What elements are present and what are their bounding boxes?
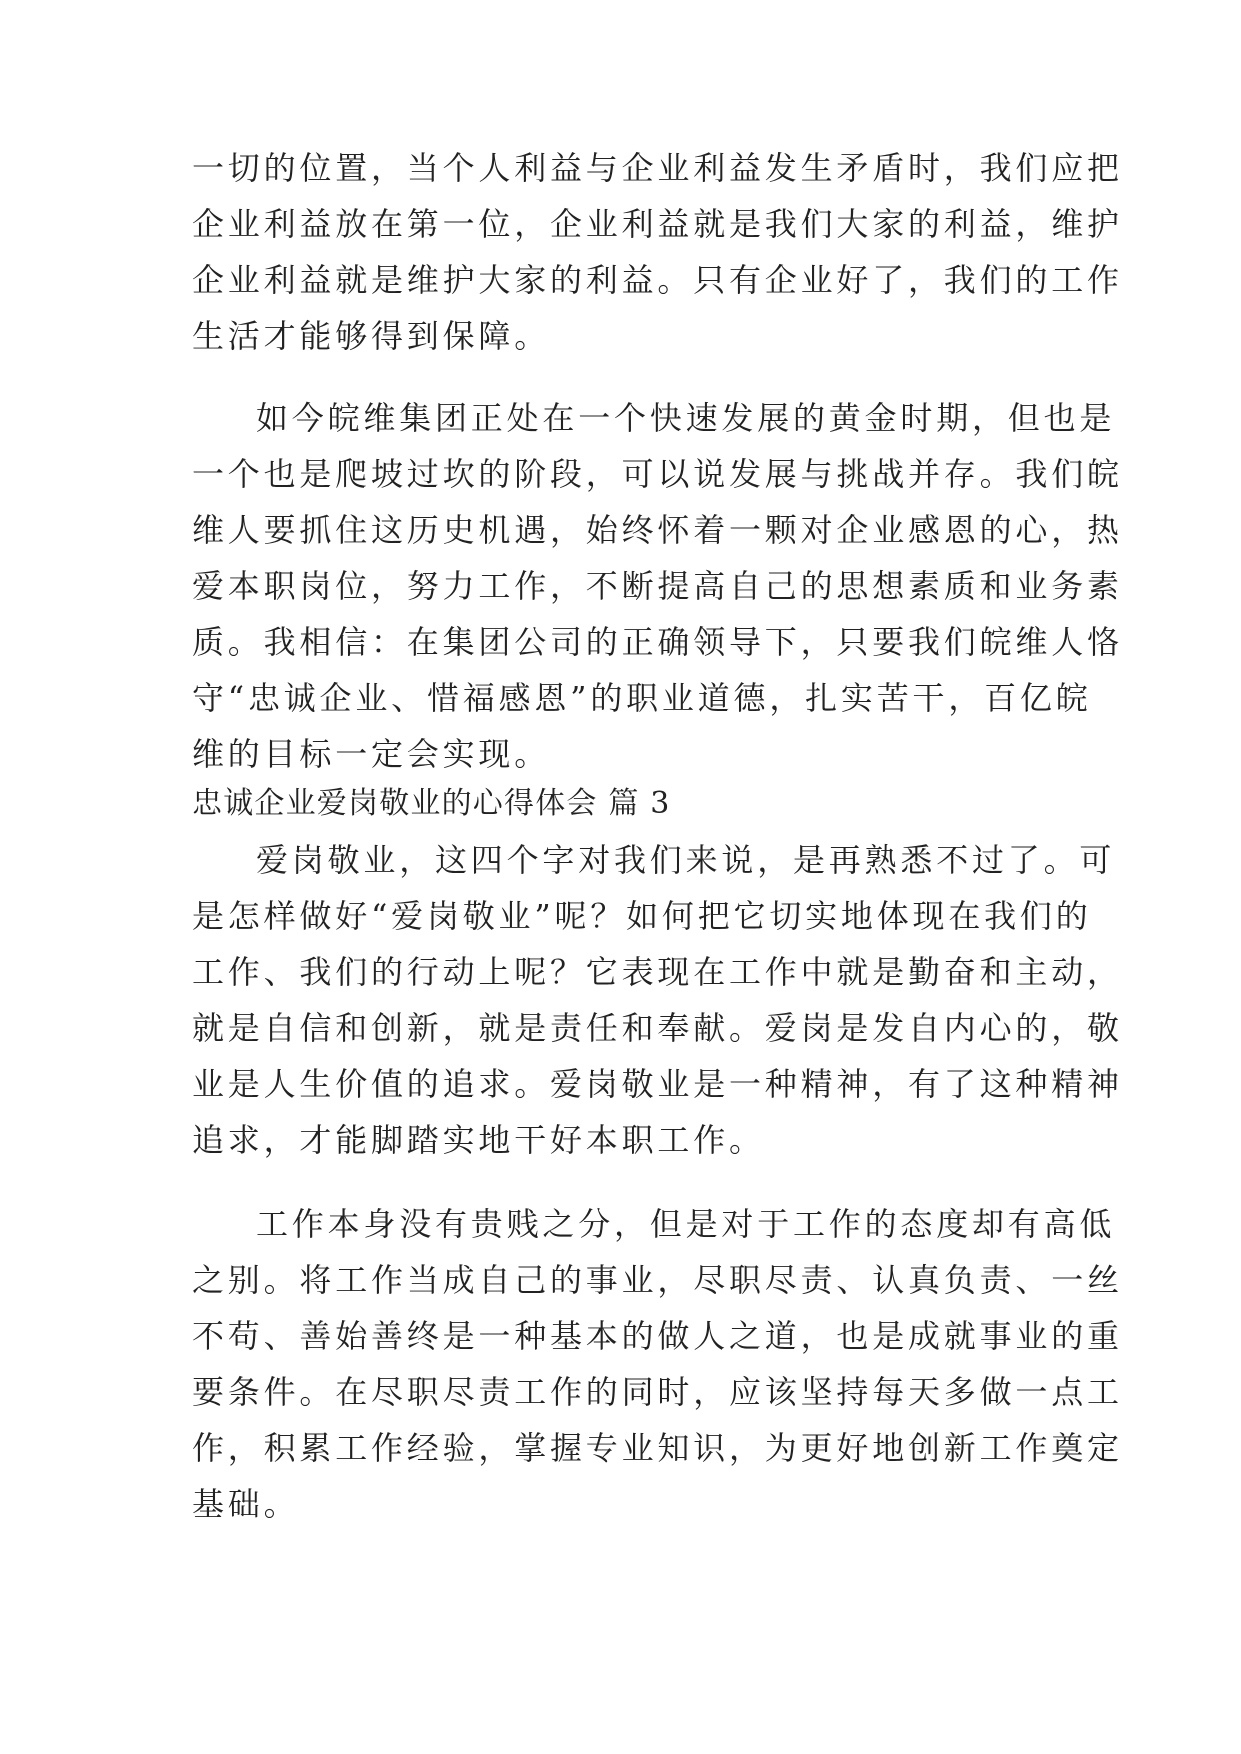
paragraph-2-line-1: 如今皖维集团正处在一个快速发展的黄金时期，但也是: [256, 399, 1116, 437]
paragraph-2-line-7: 维的目标一定会实现。: [192, 735, 551, 773]
paragraph-2-line-4: 爱本职岗位，努力工作，不断提高自己的思想素质和业务素: [192, 567, 1123, 605]
paragraph-1-line-2: 企业利益放在第一位，企业利益就是我们大家的利益，维护: [192, 205, 1123, 243]
paragraph-3-line-3: 工作、我们的行动上呢？它表现在工作中就是勤奋和主动，: [192, 953, 1123, 991]
paragraph-3-line-5: 业是人生价值的追求。爱岗敬业是一种精神，有了这种精神: [192, 1065, 1123, 1103]
paragraph-2-line-6: 守“忠诚企业、惜福感恩”的职业道德，扎实苦干，百亿皖: [192, 679, 1092, 717]
paragraph-4-line-5: 作，积累工作经验，掌握专业知识，为更好地创新工作奠定: [192, 1429, 1123, 1467]
paragraph-3-line-2: 是怎样做好“爱岗敬业”呢？如何把它切实地体现在我们的: [192, 897, 1092, 935]
paragraph-4-line-6: 基础。: [192, 1485, 300, 1523]
paragraph-1-line-3: 企业利益就是维护大家的利益。只有企业好了，我们的工作: [192, 261, 1123, 299]
paragraph-2-line-3: 维人要抓住这历史机遇，始终怀着一颗对企业感恩的心，热: [192, 511, 1123, 549]
section-heading: 忠诚企业爱岗敬业的心得体会 篇 3: [192, 786, 671, 821]
paragraph-4-line-3: 不苟、善始善终是一种基本的做人之道，也是成就事业的重: [192, 1317, 1123, 1355]
paragraph-3-line-6: 追求，才能脚踏实地干好本职工作。: [192, 1121, 765, 1159]
paragraph-4-line-2: 之别。将工作当成自己的事业，尽职尽责、认真负责、一丝: [192, 1261, 1123, 1299]
paragraph-2-line-2: 一个也是爬坡过坎的阶段，可以说发展与挑战并存。我们皖: [192, 455, 1123, 493]
paragraph-1-line-1: 一切的位置，当个人利益与企业利益发生矛盾时，我们应把: [192, 149, 1123, 187]
paragraph-2-line-5: 质。我相信：在集团公司的正确领导下，只要我们皖维人恪: [192, 623, 1123, 661]
paragraph-4-line-4: 要条件。在尽职尽责工作的同时，应该坚持每天多做一点工: [192, 1373, 1123, 1411]
paragraph-4-line-1: 工作本身没有贵贱之分，但是对于工作的态度却有高低: [256, 1205, 1116, 1243]
paragraph-3-line-4: 就是自信和创新，就是责任和奉献。爱岗是发自内心的，敬: [192, 1009, 1123, 1047]
paragraph-1-line-4: 生活才能够得到保障。: [192, 317, 551, 355]
paragraph-3-line-1: 爱岗敬业，这四个字对我们来说，是再熟悉不过了。可: [256, 841, 1116, 879]
